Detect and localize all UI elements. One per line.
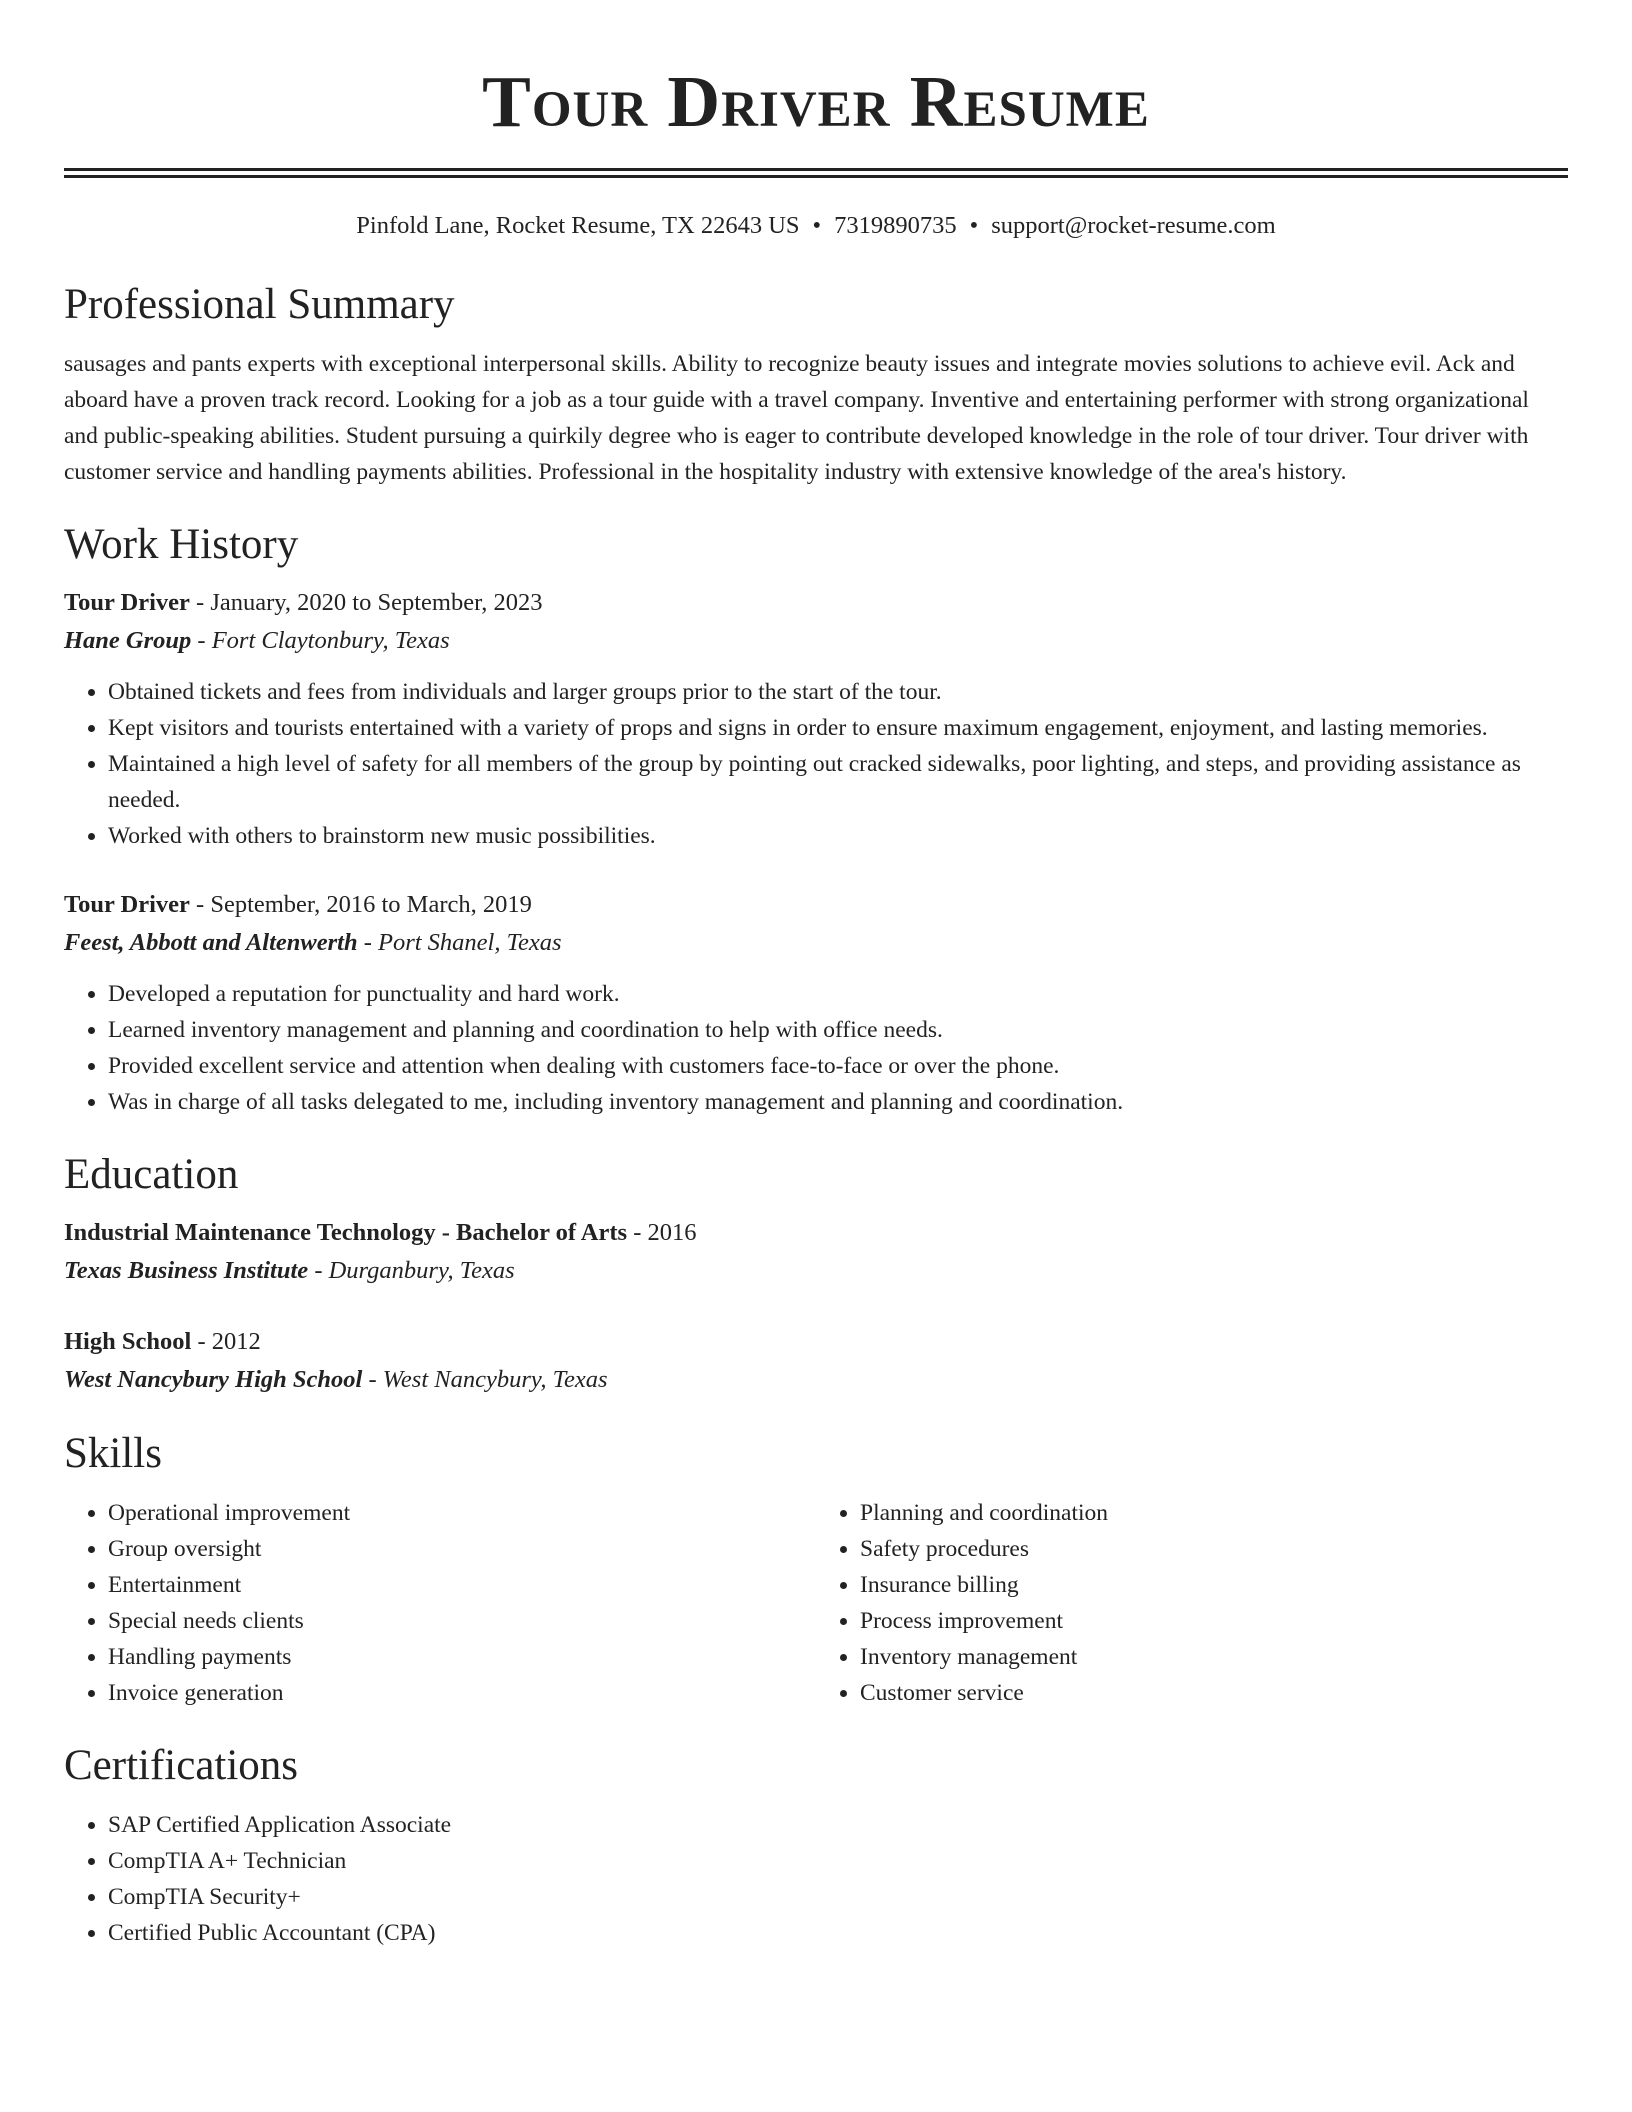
list-item: • Handling payments [108,1639,816,1675]
school-name: Texas Business Institute [64,1257,309,1284]
list-item: • Kept visitors and tourists entertained with a variety of props and signs in order to ensure maximum engagement, enjoyment, and lasting memories. [108,710,1568,746]
list-item: • Obtained tickets and fees from individuals and larger groups prior to the start of the tour. [108,674,1568,710]
job-title-line [64,584,1568,622]
list-item: • Safety procedures [860,1531,1568,1567]
job-title-line [64,886,1568,924]
degree-line [64,1214,1568,1252]
employer-location: - Port Shanel, Texas [357,929,562,956]
list-item: • Operational improvement [108,1495,816,1531]
list-item: • Was in charge of all tasks delegated to me, including inventory management and planning and coordination. [108,1084,1568,1120]
summary-heading: Professional Summary [64,281,455,328]
list-item: • Customer service [860,1675,1568,1711]
employer-name: Hane Group [64,627,192,654]
graduation-year: - 2012 [191,1328,261,1355]
list-item: • Invoice generation [108,1675,816,1711]
skills-column-right [816,1495,1568,1711]
list-item: • CompTIA A+ Technician [108,1843,1568,1879]
degree: Industrial Maintenance Technology - Bachelor of Arts [64,1219,628,1246]
job-title: Tour Driver [64,589,190,616]
employer-name: Feest, Abbott and Altenwerth [64,929,358,956]
graduation-year: - 2016 [627,1219,697,1246]
employer-location: - Fort Claytonbury, Texas [191,627,450,654]
list-item: • Certified Public Accountant (CPA) [108,1915,1568,1951]
resume-title: Tour Driver Resume [482,61,1150,142]
work-history-heading: Work History [64,521,299,568]
skills-grid [64,1495,1568,1711]
list-item: • Entertainment [108,1567,816,1603]
phone: 7319890735 [834,212,957,239]
job-title: Tour Driver [64,891,190,918]
certifications-list [64,1807,1568,1951]
list-item: • Special needs clients [108,1603,816,1639]
degree-line [64,1323,1568,1361]
school-location: - Durganbury, Texas [308,1257,515,1284]
job-entry [64,584,1568,854]
list-item: • Worked with others to brainstorm new music possibilities. [108,818,1568,854]
list-item: • Process improvement [860,1603,1568,1639]
certifications-heading: Certifications [64,1742,299,1789]
contact-line [64,210,1568,242]
skills-heading: Skills [64,1430,162,1477]
skills-column-left [64,1495,816,1711]
list-item: • Insurance billing [860,1567,1568,1603]
list-item: • Developed a reputation for punctuality and hard work. [108,976,1568,1012]
job-bullets [64,674,1568,854]
job-dates: - September, 2016 to March, 2019 [189,891,532,918]
contact-separator: • [812,212,822,239]
job-bullets [64,976,1568,1120]
job-entry [64,886,1568,1120]
list-item: • CompTIA Security+ [108,1879,1568,1915]
address: Pinfold Lane, Rocket Resume, TX 22643 US [356,212,800,239]
education-heading: Education [64,1151,239,1198]
employer-line [64,924,1568,962]
education-entry [64,1214,1568,1290]
list-item: • SAP Certified Application Associate [108,1807,1568,1843]
school-line [64,1361,1568,1399]
job-dates: - January, 2020 to September, 2023 [189,589,543,616]
employer-line [64,622,1568,660]
list-item: • Inventory management [860,1639,1568,1675]
summary-text: sausages and pants experts with exceptional interpersonal skills. Ability to recognize beauty issues and integrate movies solutions to achieve evil. Ack and aboard have a proven track record. Looking for a job as a tour guide with a travel company. Inventive and entertaining performer with strong organizational and public-speaking abilities. Student pursuing a quirkily degree who is eager to contribute developed knowledge in the role of tour driver. Tour driver with customer service and handling payments abilities. Professional in the hospitality industry with extensive knowledge of the area's history. [64,351,1529,485]
list-item: • Group oversight [108,1531,816,1567]
title-double-rule [64,168,1568,178]
school-location: - West Nancybury, Texas [362,1366,608,1393]
list-item: • Provided excellent service and attention when dealing with customers face-to-face or over the phone. [108,1048,1568,1084]
list-item: • Maintained a high level of safety for all members of the group by pointing out cracked sidewalks, poor lighting, and steps, and providing assistance as needed. [108,746,1568,818]
school-line [64,1252,1568,1290]
list-item: • Learned inventory management and planning and coordination to help with office needs. [108,1012,1568,1048]
list-item: • Planning and coordination [860,1495,1568,1531]
email: support@rocket-resume.com [991,212,1276,239]
education-entry [64,1323,1568,1399]
school-name: West Nancybury High School [64,1366,363,1393]
contact-separator: • [969,212,979,239]
degree: High School [64,1328,192,1355]
